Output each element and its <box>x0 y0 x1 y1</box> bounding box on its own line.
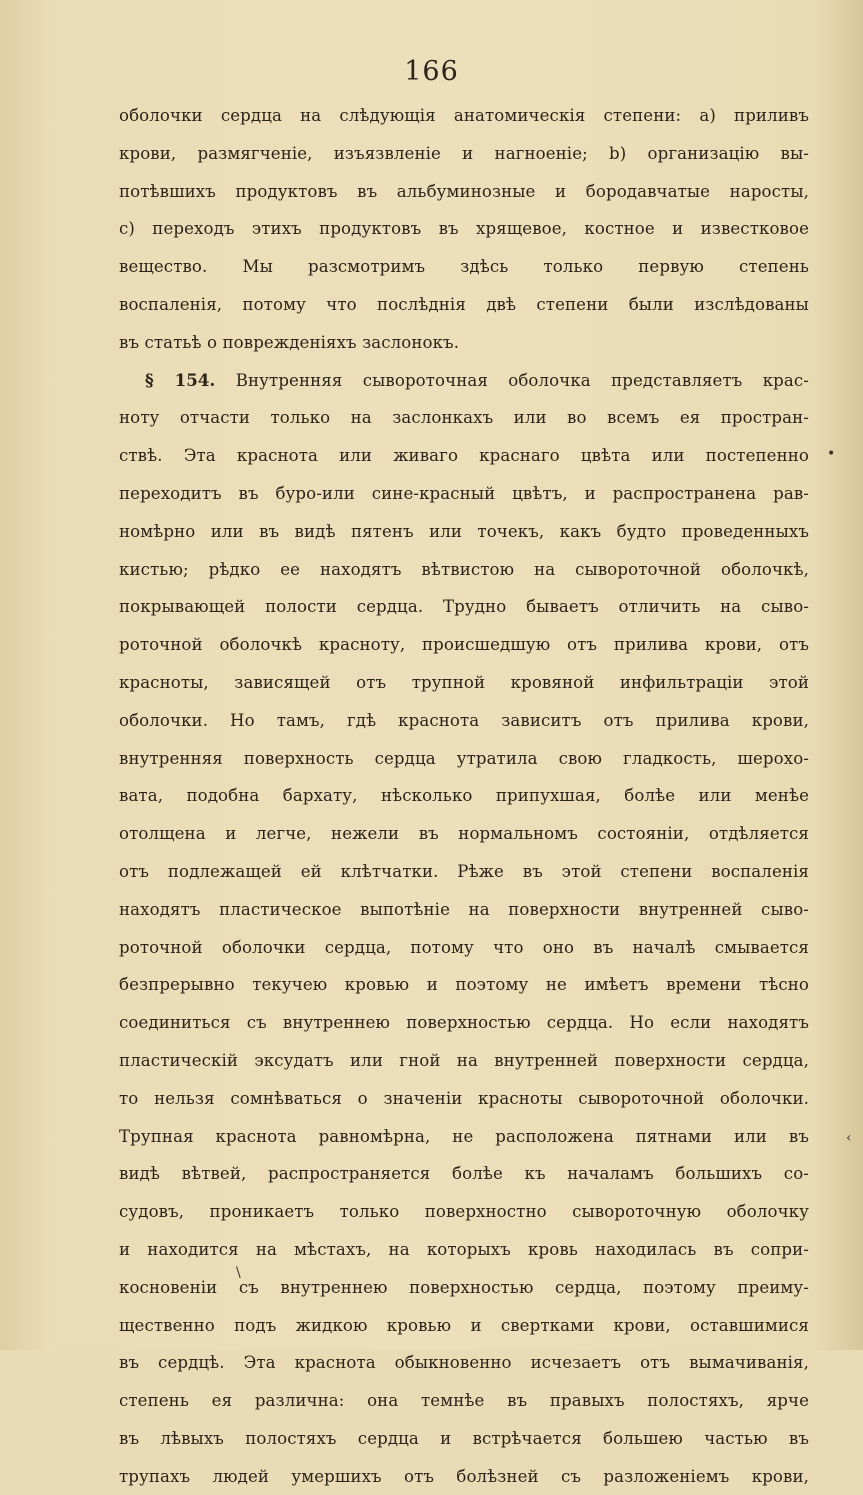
text-line: вещество. Мы разсмотримъ здѣсь только первую степень <box>119 257 809 277</box>
text-line: Трупная краснота равномѣрна, не расположена пятнами или въ <box>119 1126 809 1146</box>
text-line: трупахъ людей умершихъ отъ болѣзней съ разложеніемъ крови, <box>119 1466 809 1486</box>
text-line: внутренняя поверхность сердца утратила свою гладкость, шерохо- <box>119 748 809 768</box>
text-line: воспаленія, потому что послѣднія двѣ степени были изслѣдованы <box>119 294 809 314</box>
text-line: степень ея различна: она темнѣе въ правыхъ полостяхъ, ярче <box>119 1391 809 1411</box>
text-line: косновеніи съ внутреннею поверхностью сердца, поэтому преиму- <box>119 1277 809 1297</box>
text-line: судовъ, проникаетъ только поверхностно сывороточную оболочку <box>119 1202 809 1222</box>
text-line: номѣрно или въ видѣ пятенъ или точекъ, какъ будто проведенныхъ <box>119 521 809 541</box>
text-line: безпрерывно текучею кровью и поэтому не имѣетъ времени тѣсно <box>119 975 809 995</box>
text-line: роточной оболочкѣ красноту, происшедшую отъ прилива крови, отъ <box>119 635 809 655</box>
text-line: пластическій эксудатъ или гной на внутренней поверхности сердца, <box>119 1050 809 1070</box>
margin-speck: • <box>827 446 836 462</box>
paragraph-1 <box>119 97 809 362</box>
paragraph-2 <box>119 362 809 1495</box>
text-line: въ сердцѣ. Эта краснота обыкновенно исчезаетъ отъ вымачиванія, <box>119 1353 809 1373</box>
text-line: соединиться съ внутреннею поверхностью сердца. Но если находятъ <box>119 1013 809 1033</box>
text-line: въ лѣвыхъ полостяхъ сердца и встрѣчается большею частью въ <box>119 1428 809 1448</box>
margin-speck: \ <box>236 1265 241 1281</box>
text-line: и находится на мѣстахъ, на которыхъ кровь находилась въ сопри- <box>119 1239 809 1259</box>
text-line: то нельзя сомнѣваться о значеніи красноты сывороточной оболочки. <box>119 1088 809 1108</box>
text-line: находятъ пластическое выпотѣніе на поверхности внутренней сыво- <box>119 899 809 919</box>
page-number: 166 <box>404 56 459 87</box>
text-line: переходитъ въ буро-или сине-красный цвѣтъ, и распространена рав- <box>119 483 809 503</box>
text-line: вата, подобна бархату, нѣсколько припухшая, болѣе или менѣе <box>119 786 809 806</box>
text-line: потѣвшихъ продуктовъ въ альбуминозные и бородавчатые наросты, <box>119 181 809 201</box>
text-line: покрывающей полости сердца. Трудно бываетъ отличить на сыво- <box>119 597 809 617</box>
text-line: c) переходъ этихъ продуктовъ въ хрящевое, костное и известковое <box>119 219 809 239</box>
text-line: оболочки сердца на слѣдующія анатомическія степени: a) приливъ <box>119 106 809 125</box>
text-line: роточной оболочки сердца, потому что оно въ началѣ смывается <box>119 937 809 957</box>
text-line: кистью; рѣдко ее находятъ вѣтвистою на сывороточной оболочкѣ, <box>119 559 809 579</box>
text-line: щественно подъ жидкою кровью и свертками крови, оставшимися <box>119 1315 809 1335</box>
margin-speck: ‹ <box>846 1130 852 1146</box>
text-line: красноты, зависящей отъ трупной кровяной инфильтраціи этой <box>119 672 809 692</box>
text-line: ноту отчасти только на заслонкахъ или во всемъ ея простран- <box>119 408 809 428</box>
text-line-content: Внутренняя сывороточная оболочка представляетъ крас- <box>235 370 809 390</box>
text-line: отъ подлежащей ей клѣтчатки. Рѣже въ этой степени воспаленія <box>119 861 809 881</box>
text-line: отолщена и легче, нежели въ нормальномъ состояніи, отдѣляется <box>119 824 809 844</box>
body-text <box>119 97 809 1495</box>
section-number: § 154. <box>145 369 216 390</box>
text-line: въ статьѣ о поврежденіяхъ заслонокъ. <box>119 332 460 352</box>
text-line-first <box>119 362 809 400</box>
text-line: видѣ вѣтвей, распространяется болѣе къ началамъ большихъ со- <box>119 1164 809 1184</box>
text-line: крови, размягченіе, изъязвленіе и нагноеніе; b) организацію вы- <box>119 143 809 163</box>
text-line: оболочки. Но тамъ, гдѣ краснота зависитъ отъ прилива крови, <box>119 710 809 730</box>
text-line: ствѣ. Эта краснота или живаго краснаго цвѣта или постепенно <box>119 446 809 466</box>
